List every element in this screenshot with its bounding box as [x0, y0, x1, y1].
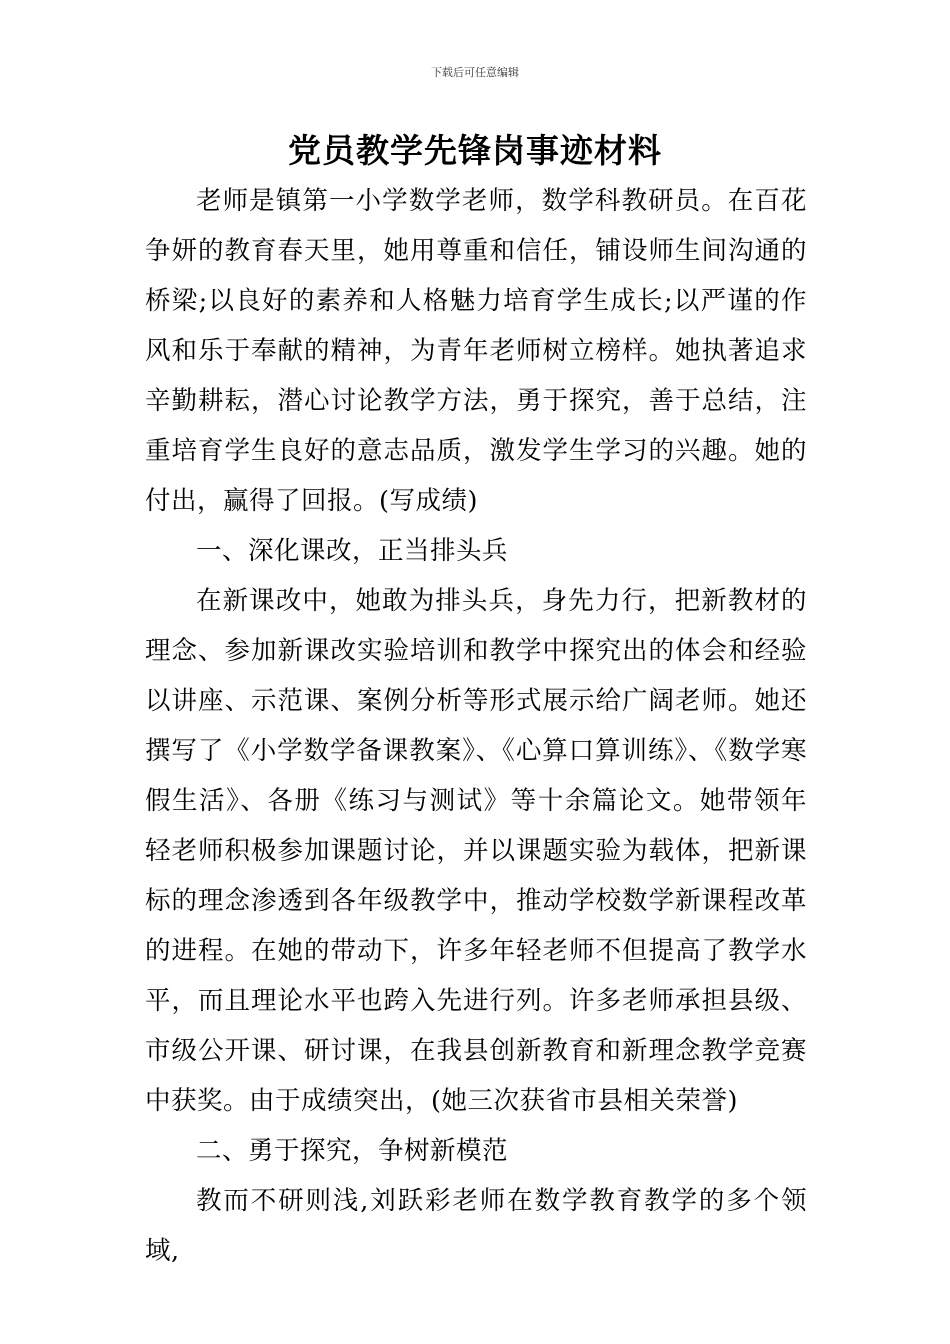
section-heading-1: 一、深化课改，正当排头兵: [196, 536, 509, 566]
paragraph-intro: 老师是镇第一小学数学老师，数学科教研员。在百花争妍的教育春天里，她用尊重和信任，铺设师生间沟通的桥梁;以良好的素养和人格魅力培育学生成长;以严谨的作风和乐于奉献的精神，为青年老师树立榜样。她执著追求辛勤耕耘，潜心讨论教学方法，勇于探究，善于总结，注重培育学生良好的意志品质，激发学生学习的兴趣。她的付出，赢得了回报。(写成绩): [145, 186, 807, 516]
document-title: 党员教学先锋岗事迹材料: [288, 131, 662, 170]
paragraph-section-1: 在新课改中，她敢为排头兵，身先力行，把新教材的理念、参加新课改实验培训和教学中探究出的体会和经验以讲座、示范课、案例分析等形式展示给广阔老师。她还撰写了《小学数学备课教案》、《心算口算训练》、《数学寒假生活》、各册《练习与测试》等十余篇论文。她带领年轻老师积极参加课题讨论，并以课题实验为载体，把新课标的理念渗透到各年级教学中，推动学校数学新课程改革的进程。在她的带动下，许多年轻老师不但提高了教学水平，而且理论水平也跨入先进行列。许多老师承担县级、市级公开课、研讨课，在我县创新教育和新理念教学竞赛中获奖。由于成绩突出，(她三次获省市县相关荣誉): [145, 586, 807, 1116]
document-body: [145, 176, 807, 1276]
page-header-note: 下载后可任意编辑: [431, 66, 519, 79]
section-heading-2: 二、勇于探究，争树新模范: [196, 1136, 509, 1166]
paragraph-section-2: 教而不研则浅,刘跃彩老师在数学教育教学的多个领域,: [145, 1186, 807, 1266]
